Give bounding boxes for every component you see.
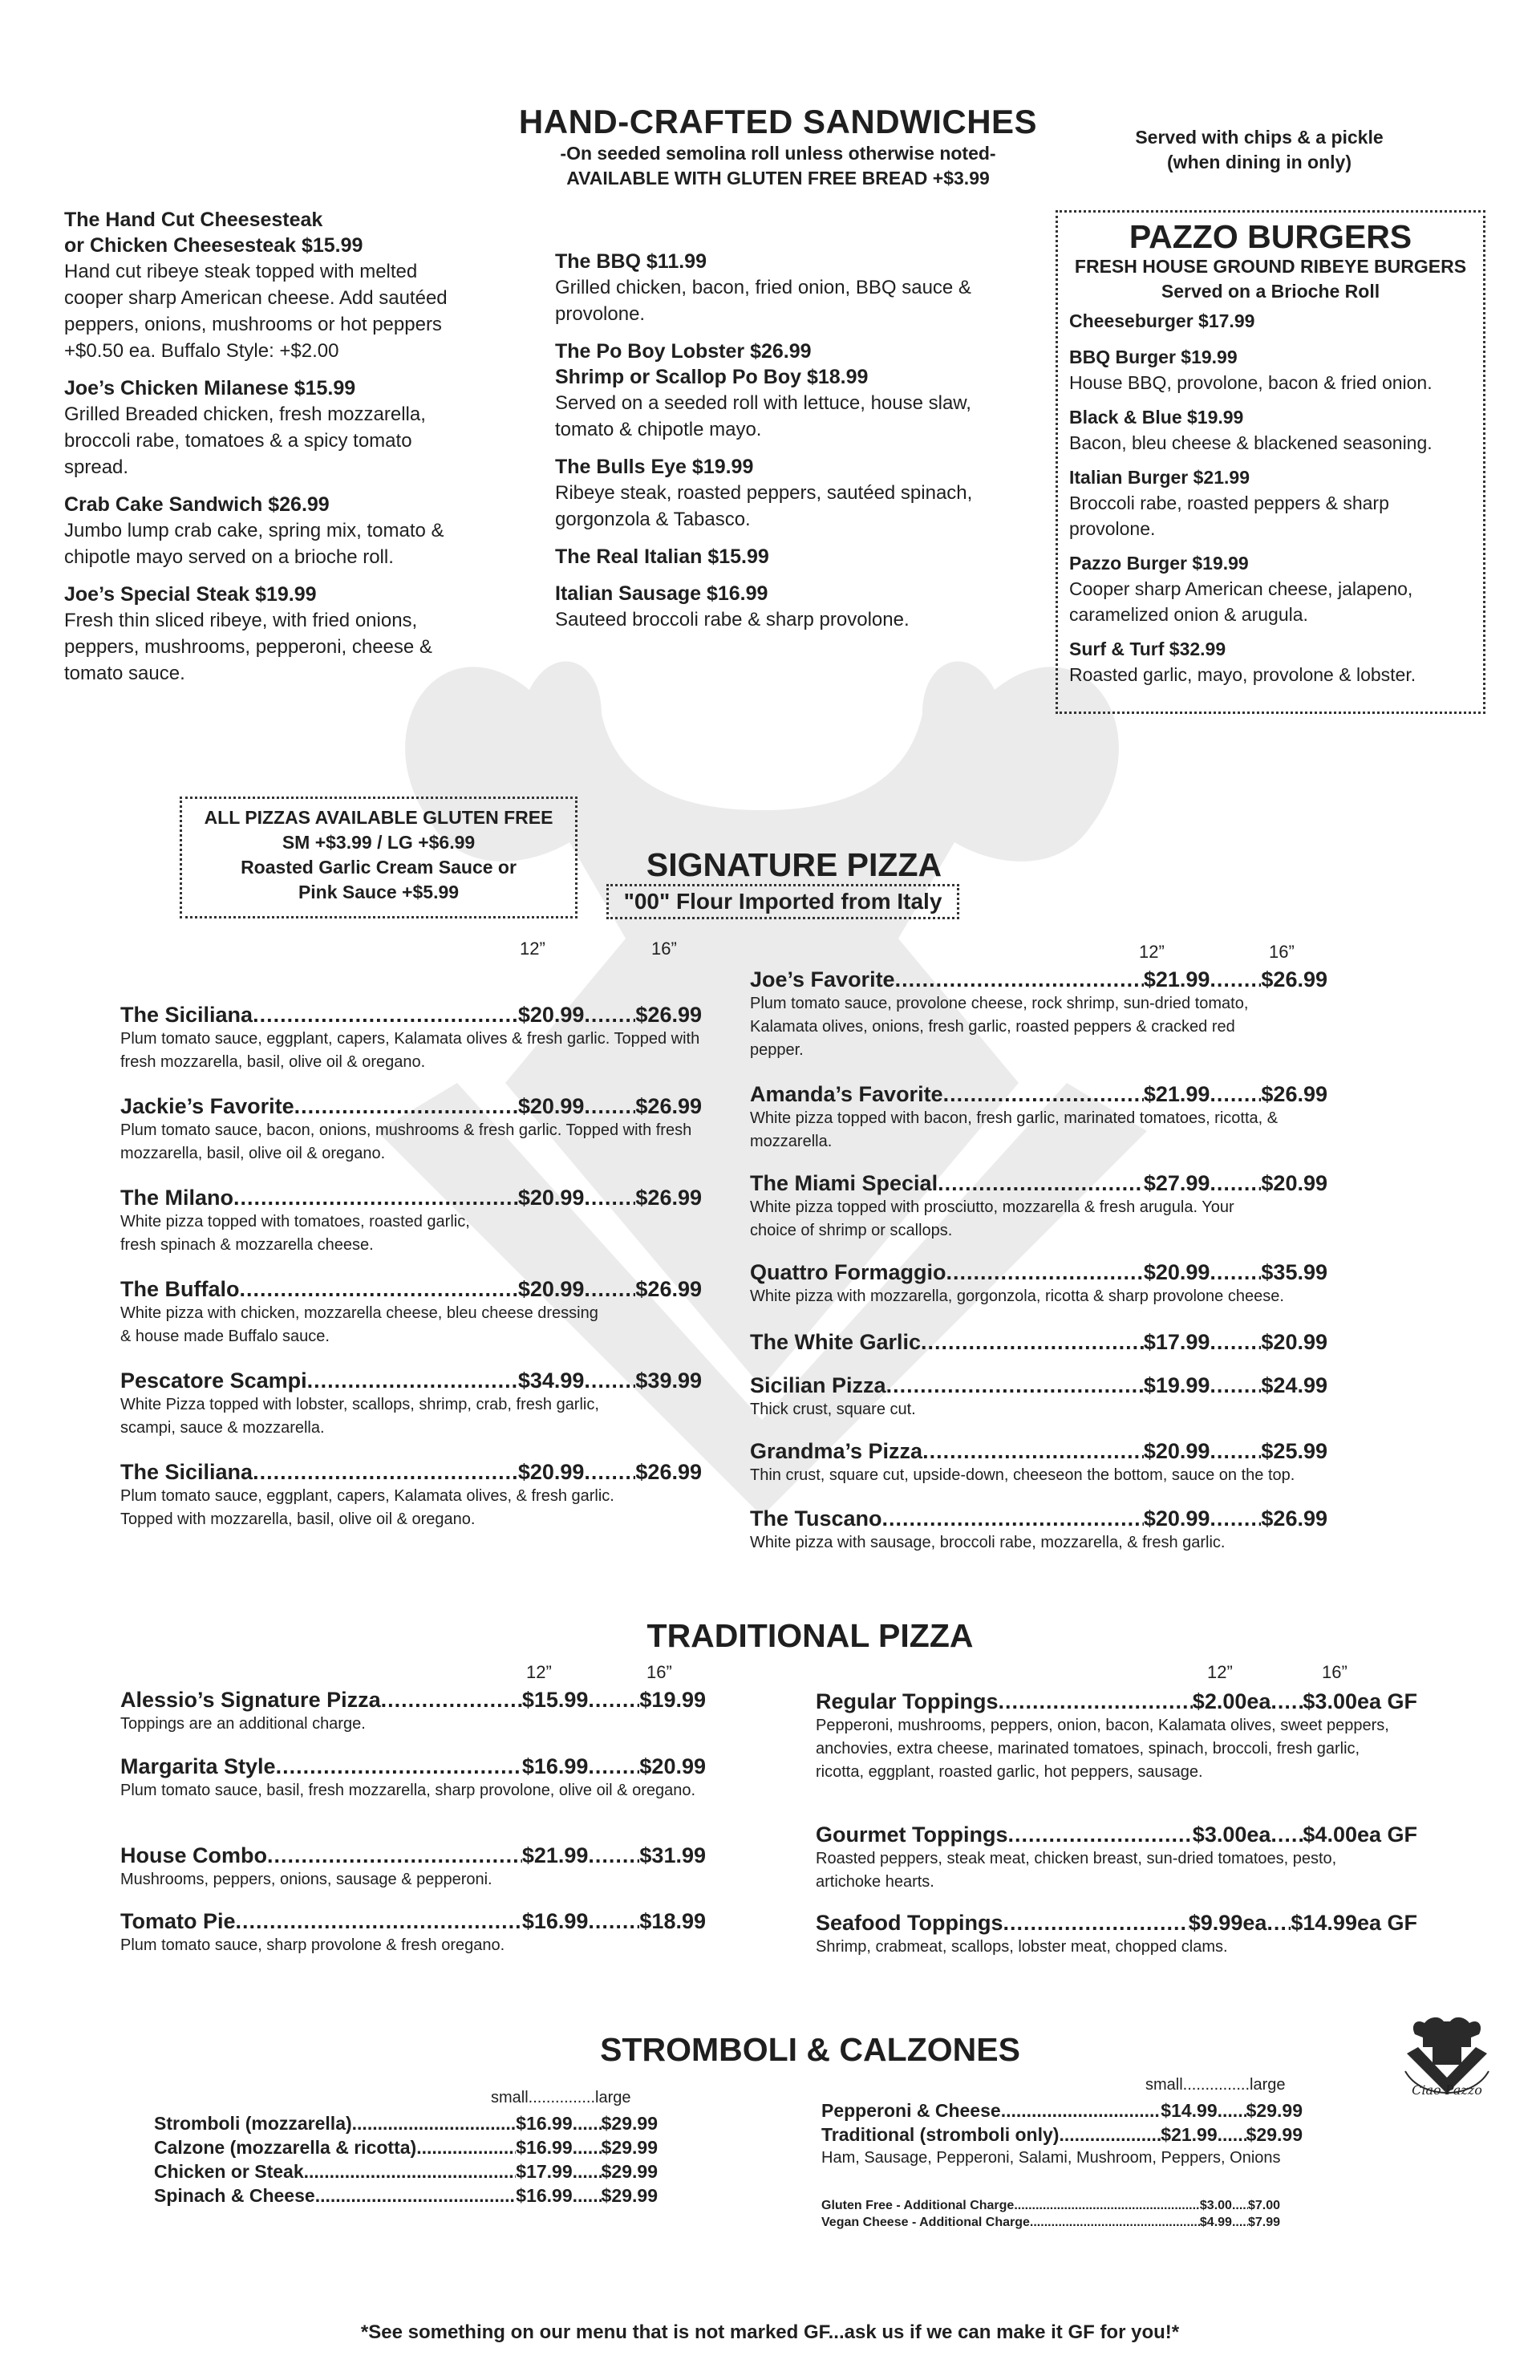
price-12: $19.99: [1143, 1373, 1210, 1397]
topping-item: [816, 1911, 1417, 1959]
sandwich-title: Italian Sausage $16.99: [555, 582, 768, 605]
stromboli-list: [154, 2113, 658, 2207]
leader-dots: [1210, 1330, 1261, 1355]
burger-title: Cheeseburger $17.99: [1069, 310, 1255, 331]
burgers-subtitle-roll: Served on a Brioche Roll: [1161, 281, 1380, 302]
pizza-description: White pizza topped with bacon, fresh garlic, marinated tomatoes, ricotta, & mozzarella.: [750, 1109, 1279, 1150]
price-large: $29.99: [1246, 2100, 1303, 2121]
chips-note-line1: Served with chips & a pickle: [1135, 127, 1384, 148]
stromboli-size-header: small...............large: [1145, 2076, 1286, 2094]
price-large: $7.99: [1247, 2216, 1280, 2229]
price-12: $15.99: [521, 1688, 589, 1712]
size-header-12: 12”: [1139, 942, 1165, 962]
leader-dots: [240, 1277, 518, 1302]
sandwich-title: The BBQ $11.99: [555, 250, 707, 273]
leader-dots: [1270, 1689, 1303, 1714]
sandwich-description: Fresh thin sliced ribeye, with fried onions, peppers, mushrooms, pepperoni, cheese & tomato sauce.: [64, 610, 432, 684]
pizza-description: Thick crust, square cut.: [750, 1401, 916, 1418]
pizza-item: [750, 1171, 1327, 1243]
leader-dots: [416, 2137, 516, 2159]
burger-title: Pazzo Burger $19.99: [1069, 553, 1249, 574]
price-12: $20.99: [517, 1277, 585, 1301]
sandwich-item: [555, 454, 1028, 533]
price-16: $26.99: [1261, 1082, 1327, 1106]
stromboli-item: [154, 2161, 658, 2183]
pizza-name: Grandma’s Pizza: [750, 1439, 923, 1463]
leader-dots: [588, 1843, 639, 1868]
leader-dots: [922, 1439, 1144, 1464]
leader-dots: [307, 1368, 518, 1393]
price-16: $26.99: [635, 1003, 702, 1027]
price-16: $26.99: [635, 1094, 702, 1118]
pizza-description: White pizza topped with tomatoes, roasted garlic, fresh spinach & mozzarella cheese.: [120, 1213, 470, 1254]
pizza-item: [120, 1368, 702, 1440]
topping-name: Gourmet Toppings: [816, 1823, 1008, 1847]
price-12: $20.99: [1143, 1506, 1210, 1531]
leader-dots: [573, 2161, 602, 2183]
leader-dots: [584, 1094, 635, 1119]
price-small: $16.99: [516, 2137, 573, 2158]
leader-dots: [233, 1186, 518, 1210]
price-large: $7.00: [1247, 2199, 1280, 2212]
pizza-item: [750, 1439, 1327, 1487]
burger-description: Cooper sharp American cheese, jalapeno, caramelized onion & arugula.: [1069, 578, 1413, 625]
burger-item: [1069, 637, 1472, 687]
leader-dots: [584, 1186, 635, 1210]
price-12: $20.99: [1143, 1260, 1210, 1284]
leader-dots: [1210, 967, 1261, 992]
burgers-box: [1056, 210, 1485, 714]
traditional-title: TRADITIONAL PIZZA: [646, 1617, 974, 1654]
pizza-item: [750, 1082, 1327, 1154]
leader-dots: [946, 1260, 1144, 1285]
pizza-name: The Milano: [120, 1186, 233, 1210]
pizza-item: [120, 1277, 702, 1348]
sandwich-item: [64, 492, 481, 570]
sandwich-title: The Bulls Eye $19.99: [555, 456, 754, 478]
pizza-description: White pizza with sausage, broccoli rabe, mozzarella, & fresh garlic.: [750, 1534, 1226, 1551]
sandwiches-title: HAND-CRAFTED SANDWICHES: [518, 103, 1038, 140]
pizza-name: The Siciliana: [120, 1003, 253, 1027]
pizza-description: Plum tomato sauce, bacon, onions, mushrooms & fresh garlic. Topped with fresh mozzarella, basil, olive oil & oregano.: [120, 1121, 692, 1162]
sandwich-title: The Real Italian $15.99: [555, 545, 769, 568]
price-large: $29.99: [601, 2137, 658, 2158]
pizza-description: White pizza with mozzarella, gorgonzola, ricotta & sharp provolone cheese.: [750, 1287, 1284, 1305]
signature-header: [594, 846, 995, 883]
sandwich-column-2: [555, 249, 1028, 644]
leader-dots: [352, 2113, 517, 2135]
price-12: $2.00ea: [1192, 1689, 1271, 1713]
pizza-description: White pizza with chicken, mozzarella cheese, bleu cheese dressing & house made Buffalo sauce.: [120, 1304, 598, 1345]
burger-title: Black & Blue $19.99: [1069, 407, 1244, 428]
sandwich-item: [555, 544, 1028, 570]
price-16: $4.00ea GF: [1303, 1823, 1417, 1847]
leader-dots: [1232, 2199, 1248, 2213]
signature-subtitle: "00" Flour Imported from Italy: [606, 884, 959, 919]
topping-name: Seafood Toppings: [816, 1911, 1003, 1935]
stromboli-item: [821, 2124, 1303, 2146]
topping-name: Regular Toppings: [816, 1689, 999, 1713]
leader-dots: [573, 2113, 602, 2135]
stromboli-name: Chicken or Steak: [154, 2161, 304, 2182]
pizza-description: Plum tomato sauce, eggplant, capers, Kalamata olives, & fresh garlic. Topped with mozzarella, basil, olive oil & oregano.: [120, 1487, 614, 1528]
logo-text: Ciao Pazzo: [1412, 2082, 1482, 2098]
stromboli-title: STROMBOLI & CALZONES: [600, 2031, 1020, 2068]
leader-dots: [921, 1330, 1144, 1355]
pizza-item: [120, 1186, 702, 1257]
pizza-description: Thin crust, square cut, upside-down, cheeseon the bottom, sauce on the top.: [750, 1466, 1295, 1484]
sandwich-item: [64, 582, 481, 687]
pizza-name: The Buffalo: [120, 1277, 240, 1301]
pizza-name: Alessio’s Signature Pizza: [120, 1688, 381, 1712]
price-12: $34.99: [517, 1368, 585, 1393]
price-16: $20.99: [639, 1754, 706, 1778]
price-large: $29.99: [601, 2161, 658, 2182]
price-12: $20.99: [517, 1460, 585, 1484]
pizza-description: Toppings are an additional charge.: [120, 1715, 366, 1733]
price-12: $20.99: [517, 1186, 585, 1210]
leader-dots: [253, 1460, 518, 1485]
leader-dots: [315, 2185, 517, 2207]
pizza-item: [750, 1330, 1327, 1355]
sandwich-title: Joe’s Chicken Milanese $15.99: [64, 377, 356, 399]
extra-charge-item: [821, 2216, 1280, 2230]
stromboli-size-header: small...............large: [491, 2089, 631, 2106]
price-16: $14.99ea GF: [1291, 1911, 1417, 1935]
size-header-12: 12”: [1207, 1662, 1233, 1682]
price-16: $25.99: [1261, 1439, 1327, 1463]
price-small: $17.99: [516, 2161, 573, 2182]
pizza-name: Tomato Pie: [120, 1909, 236, 1933]
sandwich-title: The Hand Cut Cheesesteak: [64, 209, 323, 231]
pizza-name: Joe’s Favorite: [750, 967, 895, 991]
sandwiches-note: [1083, 125, 1436, 175]
pizza-item: [120, 1843, 706, 1891]
price-16: $20.99: [1261, 1330, 1327, 1354]
leader-dots: [584, 1003, 635, 1028]
pizza-name: Margarita Style: [120, 1754, 276, 1778]
burger-item: [1069, 345, 1472, 395]
leader-dots: [304, 2161, 517, 2183]
price-12: $16.99: [521, 1909, 589, 1933]
sandwiches-subtitle-gluten-free: AVAILABLE WITH GLUTEN FREE BREAD +$3.99: [566, 168, 990, 189]
pizza-description: White Pizza topped with lobster, scallops, shrimp, crab, fresh garlic, scampi, sauce & mozzarella.: [120, 1396, 599, 1437]
topping-item: [816, 1689, 1417, 1784]
ciao-pazzo-logo: [1392, 1997, 1502, 2106]
price-12: $3.00ea: [1192, 1823, 1271, 1847]
stromboli-name: Spinach & Cheese: [154, 2185, 315, 2206]
gf-box-line: Roasted Garlic Cream Sauce or: [241, 857, 517, 878]
sandwich-description: Served on a seeded roll with lettuce, house slaw, tomato & chipotle mayo.: [555, 392, 971, 440]
stromboli-name: Pepperoni & Cheese: [821, 2100, 1001, 2121]
pizza-name: The Miami Special: [750, 1171, 938, 1195]
size-header-16: 16”: [646, 1662, 672, 1682]
pizza-item: [750, 1260, 1327, 1308]
leader-dots: [253, 1003, 518, 1028]
pizza-item: [120, 1688, 706, 1736]
stromboli-item: [154, 2113, 658, 2135]
pizza-name: Pescatore Scampi: [120, 1368, 307, 1393]
stromboli-item: [821, 2100, 1303, 2122]
price-16: $31.99: [639, 1843, 706, 1867]
pizza-item: [750, 1373, 1327, 1421]
sandwich-title: Joe’s Special Steak $19.99: [64, 583, 317, 606]
sandwich-description: Sauteed broccoli rabe & sharp provolone.: [555, 609, 910, 630]
price-small: $14.99: [1161, 2100, 1218, 2121]
price-small: $16.99: [516, 2185, 573, 2206]
pizza-name: Sicilian Pizza: [750, 1373, 886, 1397]
burger-item: [1069, 551, 1472, 627]
price-12: $20.99: [1143, 1439, 1210, 1463]
leader-dots: [1210, 1171, 1261, 1196]
gf-box-line: Pink Sauce +$5.99: [298, 882, 460, 902]
burger-description: House BBQ, provolone, bacon & fried onion.: [1069, 372, 1433, 393]
price-small: $4.99: [1199, 2216, 1232, 2229]
leader-dots: [1210, 1082, 1261, 1107]
burger-item: [1069, 405, 1472, 456]
extra-charge-item: [821, 2199, 1280, 2213]
leader-dots: [1007, 1823, 1192, 1847]
burger-title: Italian Burger $21.99: [1069, 467, 1250, 488]
pizza-name: Jackie’s Favorite: [120, 1094, 294, 1118]
pizza-item: [120, 1909, 706, 1957]
stromboli-name: Stromboli (mozzarella): [154, 2113, 352, 2134]
leader-dots: [267, 1843, 522, 1868]
price-12: $21.99: [521, 1843, 589, 1867]
leader-dots: [938, 1171, 1144, 1196]
leader-dots: [1003, 1911, 1188, 1936]
stromboli-ingredients-note: Ham, Sausage, Pepperoni, Salami, Mushroom, Peppers, Onions: [821, 2149, 1281, 2167]
sandwich-column-1: [64, 207, 481, 698]
leader-dots: [895, 967, 1144, 992]
price-16: $26.99: [635, 1186, 702, 1210]
pizza-item: [120, 1094, 702, 1166]
size-header-12: 12”: [520, 939, 545, 959]
pizza-description: Plum tomato sauce, basil, fresh mozzarella, sharp provolone, olive oil & oregano.: [120, 1782, 696, 1799]
chips-note-line2: (when dining in only): [1167, 152, 1352, 172]
extra-charge-name: Vegan Cheese - Additional Charge: [821, 2216, 1030, 2229]
size-header-16: 16”: [1269, 942, 1295, 962]
extra-charge-name: Gluten Free - Additional Charge: [821, 2199, 1015, 2212]
price-16: $26.99: [1261, 1506, 1327, 1531]
pizza-name: Amanda’s Favorite: [750, 1082, 943, 1106]
topping-description: Shrimp, crabmeat, scallops, lobster meat, chopped clams.: [816, 1938, 1228, 1956]
price-16: $26.99: [1261, 967, 1327, 991]
leader-dots: [294, 1094, 518, 1119]
leader-dots: [584, 1277, 635, 1302]
leader-dots: [1218, 2124, 1246, 2146]
leader-dots: [1270, 1823, 1303, 1847]
sandwich-item: [555, 249, 1028, 327]
sandwich-description: Jumbo lump crab cake, spring mix, tomato & chipotle mayo served on a brioche roll.: [64, 520, 444, 568]
pizza-item: [750, 967, 1327, 1062]
price-large: $29.99: [601, 2185, 658, 2206]
stromboli-list-right: [821, 2100, 1303, 2167]
stromboli-name: Calzone (mozzarella & ricotta): [154, 2137, 417, 2158]
price-12: $17.99: [1143, 1330, 1210, 1354]
pizza-name: Quattro Formaggio: [750, 1260, 946, 1284]
pizza-name: The White Garlic: [750, 1330, 922, 1354]
price-16: $35.99: [1261, 1260, 1327, 1284]
price-12: $16.99: [521, 1754, 589, 1778]
price-12: $20.99: [517, 1094, 585, 1118]
sandwich-item: [64, 375, 481, 480]
sandwich-title: Crab Cake Sandwich $26.99: [64, 493, 330, 516]
pizza-item: [120, 1460, 702, 1531]
leader-dots: [886, 1373, 1144, 1398]
size-header-12: 12”: [526, 1662, 552, 1682]
leader-dots: [573, 2137, 602, 2159]
sandwich-description: Hand cut ribeye steak topped with melted cooper sharp American cheese. Add sautéed peppers, onions, mushrooms or hot peppers +$0.50 ea. Buffalo Style: +$2.00: [64, 261, 448, 362]
size-header-16: 16”: [651, 939, 677, 959]
leader-dots: [588, 1688, 639, 1713]
price-large: $29.99: [601, 2113, 658, 2134]
topping-description: Roasted peppers, steak meat, chicken breast, sun-dried tomatoes, pesto, artichoke hearts.: [816, 1850, 1337, 1891]
price-16: $19.99: [639, 1688, 706, 1712]
leader-dots: [584, 1368, 635, 1393]
leader-dots: [943, 1082, 1144, 1107]
price-small: $21.99: [1161, 2124, 1218, 2145]
topping-item: [816, 1823, 1417, 1894]
leader-dots: [1266, 1911, 1291, 1936]
sandwich-description: Ribeye steak, roasted peppers, sautéed spinach, gorgonzola & Tabasco.: [555, 482, 973, 530]
leader-dots: [1030, 2216, 1200, 2230]
pizza-description: Plum tomato sauce, sharp provolone & fresh oregano.: [120, 1936, 505, 1954]
stromboli-extras: [821, 2199, 1280, 2230]
burger-item: [1069, 465, 1472, 541]
signature-title: SIGNATURE PIZZA: [646, 846, 942, 883]
price-16: $26.99: [635, 1460, 702, 1484]
topping-description: Pepperoni, mushrooms, peppers, onion, bacon, Kalamata olives, sweet peppers, anchovies, extra cheese, marinated tomatoes, spinach, broccoli, fresh garlic, ricotta, eggplant, roasted garlic, hot peppers, sausage.: [816, 1717, 1389, 1781]
sandwiches-header: [449, 103, 1107, 191]
stromboli-item: [154, 2137, 658, 2159]
pizza-description: Plum tomato sauce, eggplant, capers, Kalamata olives & fresh garlic. Topped with fresh mozzarella, basil, olive oil & oregano.: [120, 1030, 700, 1071]
leader-dots: [1210, 1373, 1261, 1398]
stromboli-item: [154, 2185, 658, 2207]
leader-dots: [573, 2185, 602, 2207]
price-small: $16.99: [516, 2113, 573, 2134]
pizza-item: [120, 1754, 706, 1802]
leader-dots: [1001, 2100, 1161, 2122]
pizza-description: Mushrooms, peppers, onions, sausage & pepperoni.: [120, 1871, 492, 1888]
burger-description: Bacon, bleu cheese & blackened seasoning.: [1069, 432, 1433, 453]
size-header-16: 16”: [1322, 1662, 1348, 1682]
leader-dots: [1210, 1439, 1261, 1464]
price-large: $29.99: [1246, 2124, 1303, 2145]
gf-box-line: SM +$3.99 / LG +$6.99: [282, 832, 476, 853]
leader-dots: [1059, 2124, 1161, 2146]
gf-box-line: ALL PIZZAS AVAILABLE GLUTEN FREE: [204, 807, 553, 828]
sandwich-item: [64, 207, 481, 364]
gluten-free-footer-note: *See something on our menu that is not marked GF...ask us if we can make it GF for you!*: [360, 2321, 1180, 2343]
sandwich-title: or Chicken Cheesesteak $15.99: [64, 234, 363, 257]
leader-dots: [1232, 2216, 1248, 2230]
price-16: $24.99: [1261, 1373, 1327, 1397]
leader-dots: [1210, 1506, 1261, 1531]
sandwich-item: [555, 581, 1028, 633]
pizza-description: White pizza topped with prosciutto, mozzarella & fresh arugula. Your choice of shrimp or scallops.: [750, 1198, 1234, 1239]
price-16: $18.99: [639, 1909, 706, 1933]
sandwich-description: Grilled chicken, bacon, fried onion, BBQ sauce & provolone.: [555, 277, 971, 325]
price-small: $3.00: [1199, 2199, 1232, 2212]
burger-title: Surf & Turf $32.99: [1069, 639, 1226, 659]
leader-dots: [1014, 2199, 1200, 2213]
sandwich-item: [555, 339, 1028, 443]
leader-dots: [236, 1909, 522, 1934]
burger-title: BBQ Burger $19.99: [1069, 347, 1238, 367]
leader-dots: [584, 1460, 635, 1485]
sandwiches-subtitle-roll: -On seeded semolina roll unless otherwise noted-: [560, 143, 996, 164]
leader-dots: [882, 1506, 1144, 1531]
burger-description: Broccoli rabe, roasted peppers & sharp provolone.: [1069, 493, 1389, 539]
leader-dots: [1218, 2100, 1246, 2122]
sandwich-description: Grilled Breaded chicken, fresh mozzarella, broccoli rabe, tomatoes & a spicy tomato spread.: [64, 403, 426, 478]
price-12: $21.99: [1143, 967, 1210, 991]
burger-list: [1069, 309, 1472, 687]
stromboli-name: Traditional (stromboli only): [821, 2124, 1060, 2145]
pizza-name: The Siciliana: [120, 1460, 253, 1484]
price-16: $20.99: [1261, 1171, 1327, 1195]
leader-dots: [999, 1689, 1193, 1714]
pizza-item: [120, 1003, 702, 1074]
price-16: $3.00ea GF: [1303, 1689, 1417, 1713]
price-16: $39.99: [635, 1368, 702, 1393]
burgers-title: PAZZO BURGERS: [1129, 218, 1412, 255]
leader-dots: [381, 1688, 522, 1713]
pizza-name: House Combo: [120, 1843, 268, 1867]
burgers-subtitle: FRESH HOUSE GROUND RIBEYE BURGERS: [1074, 256, 1467, 277]
price-12: $9.99ea: [1188, 1911, 1267, 1935]
leader-dots: [588, 1909, 639, 1934]
leader-dots: [588, 1754, 639, 1779]
pizza-item: [750, 1506, 1327, 1555]
leader-dots: [276, 1754, 522, 1779]
price-12: $20.99: [517, 1003, 585, 1027]
price-12: $27.99: [1143, 1171, 1210, 1195]
burger-item: [1069, 309, 1472, 334]
gluten-free-box: [180, 797, 578, 918]
pizza-name: The Tuscano: [750, 1506, 882, 1531]
pizza-description: Plum tomato sauce, provolone cheese, rock shrimp, sun-dried tomato, Kalamata olives, onions, fresh garlic, roasted peppers & cracked red pepper.: [750, 995, 1249, 1059]
burger-description: Roasted garlic, mayo, provolone & lobster.: [1069, 664, 1416, 685]
sandwich-title: The Po Boy Lobster $26.99: [555, 340, 812, 363]
sandwich-title: Shrimp or Scallop Po Boy $18.99: [555, 366, 869, 388]
price-12: $21.99: [1143, 1082, 1210, 1106]
leader-dots: [1210, 1260, 1261, 1285]
price-16: $26.99: [635, 1277, 702, 1301]
